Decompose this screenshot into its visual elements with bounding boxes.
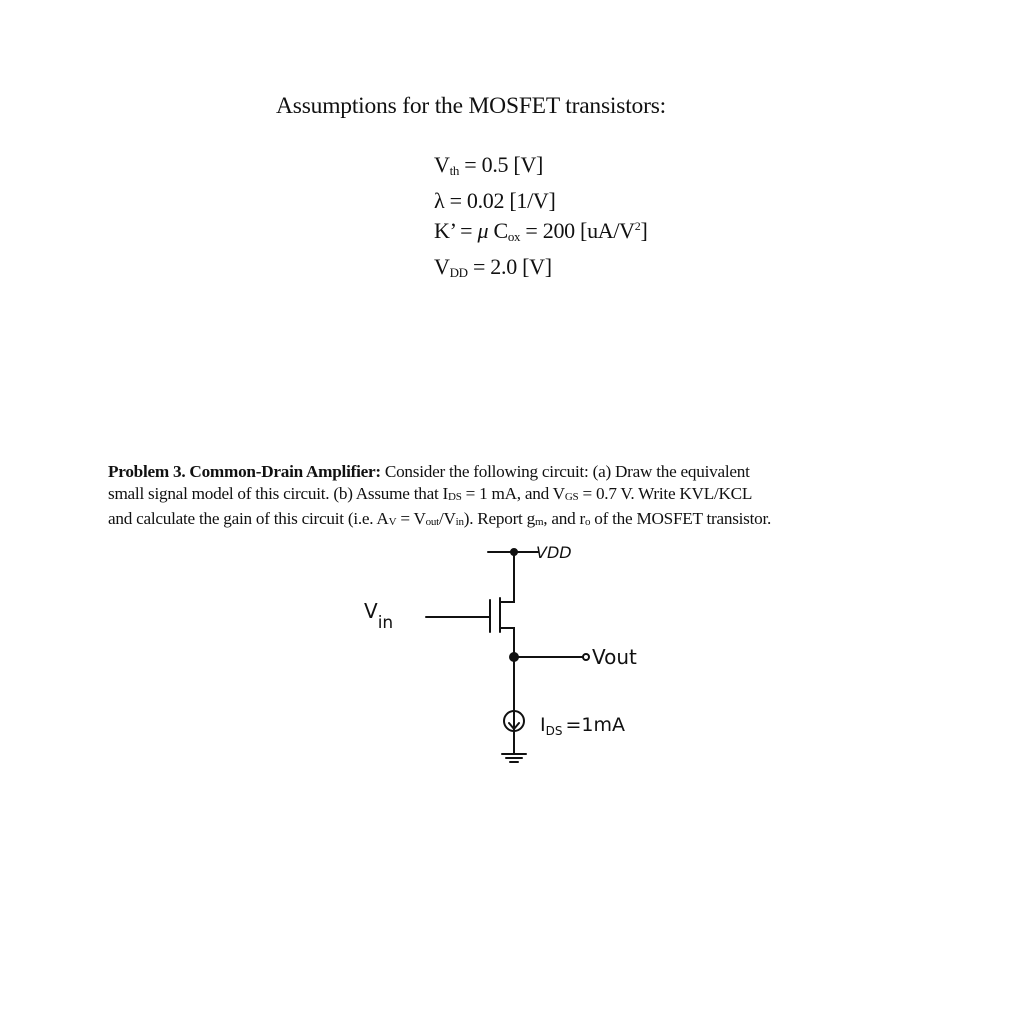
vdd-label: VDD xyxy=(536,543,572,562)
vout-label: Vout xyxy=(592,645,637,669)
ids-label: $I_{DS} =1mA$ xyxy=(540,714,625,738)
assumptions-heading: Assumptions for the MOSFET transistors: xyxy=(276,93,666,119)
kprime-line: K’ = μ $C_{ox} = 200$ $[uA/V^2]$ xyxy=(434,218,648,244)
vout-terminal xyxy=(583,654,589,660)
vin-label: $V_{in}$ xyxy=(364,599,394,633)
problem-statement xyxy=(108,461,928,533)
problem-line-1: Problem 3. Common-Drain Amplifier: Consider the following circuit: (a) Draw the equivalent xyxy=(108,462,750,481)
vth-line: $V_{th} = 0.5$ [V] xyxy=(434,152,544,178)
problem-line-2: small signal model of this circuit. (b) Assume that IDS = 1 mA, and VGS = 0.7 V. Write KVL/KCL xyxy=(108,484,753,503)
drain-wire xyxy=(500,552,514,602)
output-node xyxy=(510,653,518,661)
common-drain-circuit-diagram xyxy=(340,532,680,782)
problem-line-3: and calculate the gain of this circuit (i.e. AV = Vout/Vin). Report gm, and ro of the MOSFET transistor. xyxy=(108,509,772,528)
lambda-line: λ = 0.02 [1/V] xyxy=(434,188,556,213)
assumptions-list xyxy=(434,150,648,288)
vdd-line: $V_{DD} = 2.0$ [V] xyxy=(434,254,552,280)
problem-title: Problem 3. Common-Drain Amplifier: xyxy=(108,462,381,481)
